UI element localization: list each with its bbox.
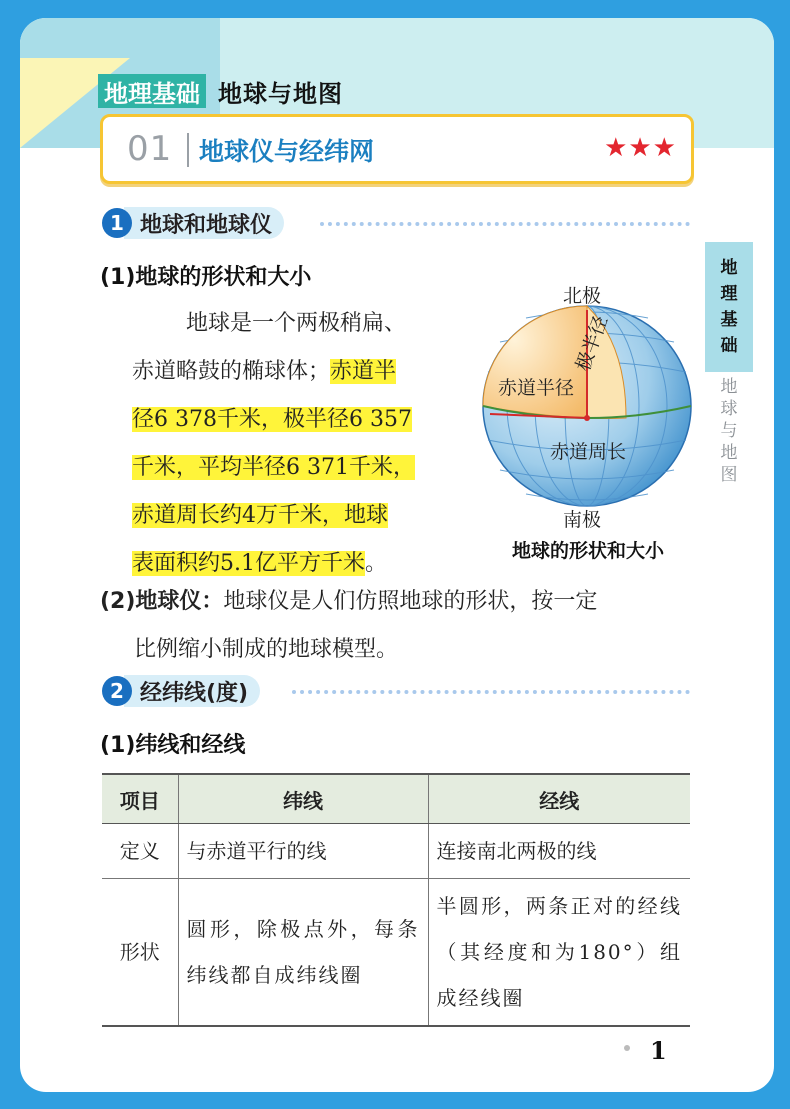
header-chapter: 地球与地图 (218, 79, 343, 108)
table-header: 经线 (428, 774, 690, 824)
section-2-dotted-rule (292, 690, 690, 694)
side-tab-chapter: 地 球 与 地 图 (720, 377, 738, 485)
lat-lon-table (102, 773, 690, 1027)
table-cell: 连接南北两极的线 (428, 824, 690, 879)
globe-label-polar-radius: 极半径 (572, 312, 613, 375)
header-category: 地理基础 (98, 74, 206, 108)
table-cell: 形状 (102, 879, 178, 1027)
globe-figure (476, 254, 698, 554)
table-row (102, 879, 690, 1027)
globe-label-north: 北极 (562, 285, 602, 307)
page-dot (624, 1045, 630, 1051)
shape-size-paragraph: 地球是一个两极稍扁、 赤道略鼓的椭球体；赤道半 径6 378千米，极半径6 357 千米，平均半径6 371千米， 赤道周长约4万千米，地球 表面积约5.1亿平方千米。 (132, 311, 415, 576)
table-cell: 圆形，除极点外，每条纬线都自成纬线圈 (178, 879, 428, 1027)
table-header: 纬线 (178, 774, 428, 824)
header-label (98, 74, 343, 108)
section-1-title: 地球和地球仪 (124, 207, 284, 239)
page-number: 1 (650, 1036, 667, 1065)
globe-label-equator-circ: 赤道周长 (550, 441, 627, 463)
subheading-shape-size: (1)地球的形状和大小 (100, 265, 312, 290)
globe-model-paragraph: (2)地球仪：地球仪是人们仿照地球的形状，按一定 比例缩小制成的地球模型。 (100, 589, 598, 662)
table-header: 项目 (102, 774, 178, 824)
table-cell: 定义 (102, 824, 178, 879)
table-header-row (102, 774, 690, 824)
side-tab-category: 地 理 基 础 (705, 242, 753, 372)
table-cell: 半圆形，两条正对的经线（其经度和为180°）组成经线圈 (428, 879, 690, 1027)
section-2-heading (102, 674, 260, 708)
section-2-number: 2 (102, 676, 132, 706)
topic-title: 地球仪与经纬网 (199, 137, 375, 166)
globe-label-equator-radius: 赤道半径 (498, 377, 575, 399)
globe-label-south: 南极 (562, 509, 602, 531)
globe-caption: 地球的形状和大小 (511, 540, 664, 562)
globe-illustration (476, 254, 698, 554)
table-cell: 与赤道平行的线 (178, 824, 428, 879)
section-2-title: 经纬线(度) (124, 675, 260, 707)
section-1-dotted-rule (320, 222, 690, 226)
topic-separator (187, 133, 189, 167)
section-1-number: 1 (102, 208, 132, 238)
section-1-heading (102, 206, 284, 240)
importance-stars: ★★★ (604, 133, 677, 163)
page (20, 18, 774, 1092)
topic-number: 01 (127, 129, 173, 169)
topic-title-box (100, 114, 694, 184)
subheading-lat-lon-lines: (1)纬线和经线 (100, 733, 246, 758)
table-row (102, 824, 690, 879)
